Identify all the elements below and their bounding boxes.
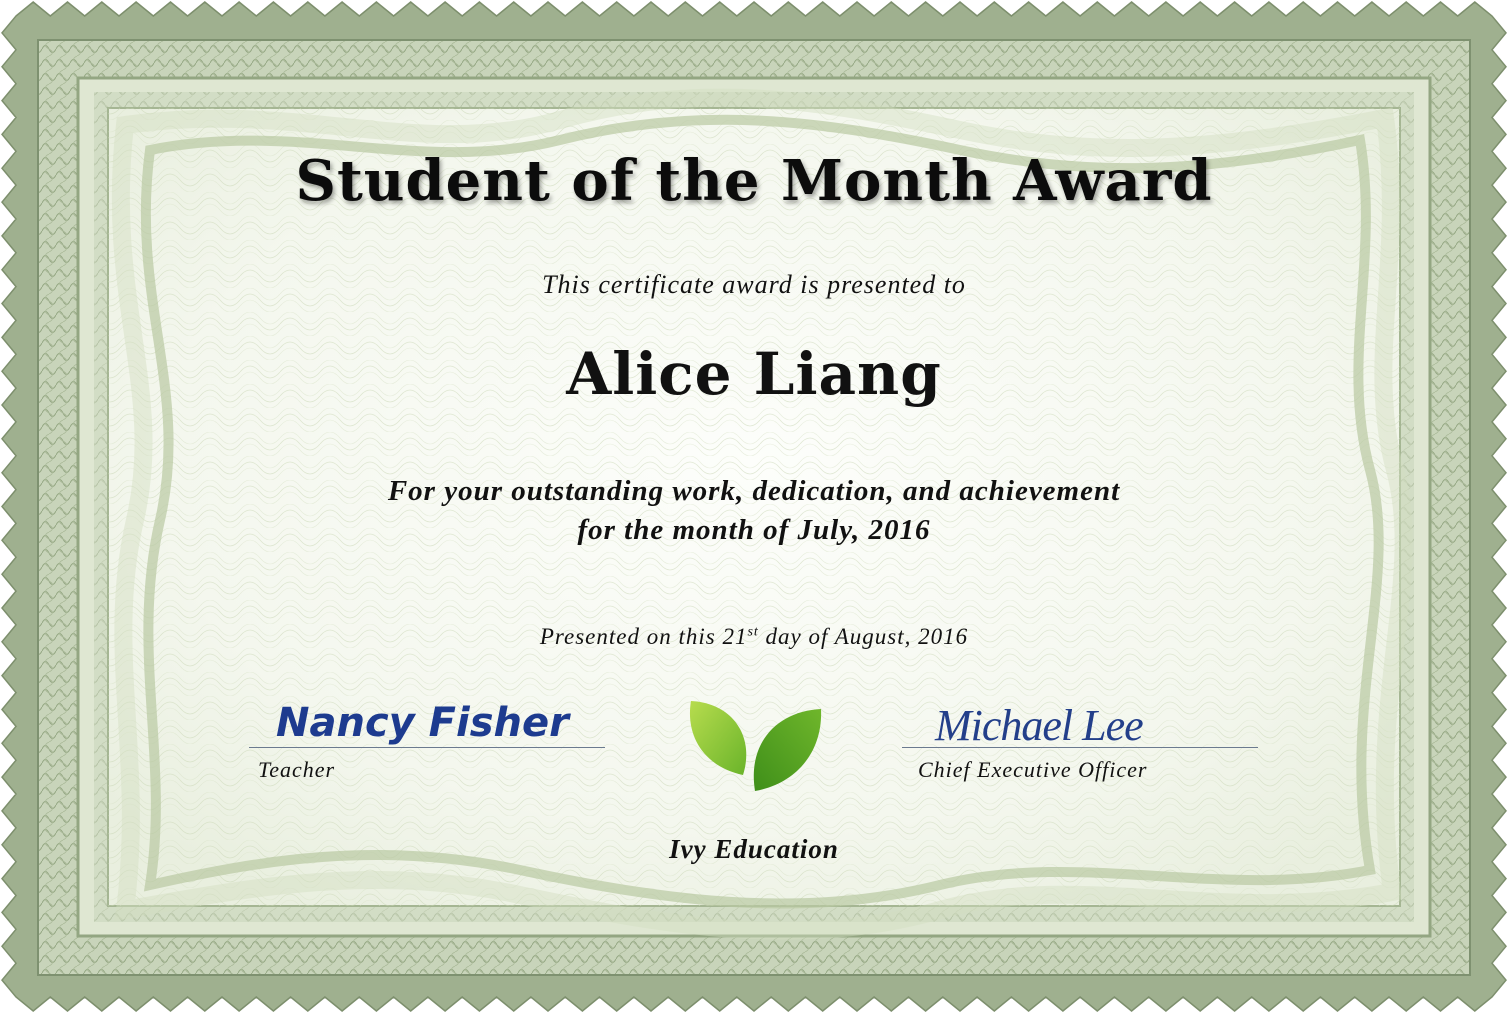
recipient-name: Alice Liang <box>566 340 942 408</box>
leaf-icon <box>683 697 825 795</box>
ceo-role-label: Chief Executive Officer <box>918 757 1148 782</box>
teacher-role-label: Teacher <box>258 757 336 782</box>
date-ordinal-suffix: st <box>747 624 759 640</box>
presented-on-suffix: day of August, 2016 <box>758 624 969 649</box>
award-reason-line-2: for the month of July, 2016 <box>577 514 931 546</box>
teacher-signature: Nancy Fisher <box>276 700 569 746</box>
presented-on-prefix: Presented on this 21 <box>539 624 748 649</box>
presented-on-date <box>0 624 1508 650</box>
award-reason-line-1: For your outstanding work, dedication, and achievement <box>387 475 1121 507</box>
ceo-signature-line <box>902 747 1258 748</box>
teacher-signature-line <box>249 747 605 748</box>
ceo-signature: Michael Lee <box>935 701 1143 750</box>
organization-name: Ivy Education <box>669 834 839 864</box>
certificate-title: Student of the Month Award <box>295 148 1213 214</box>
presented-to-line: This certificate award is presented to <box>542 270 966 299</box>
